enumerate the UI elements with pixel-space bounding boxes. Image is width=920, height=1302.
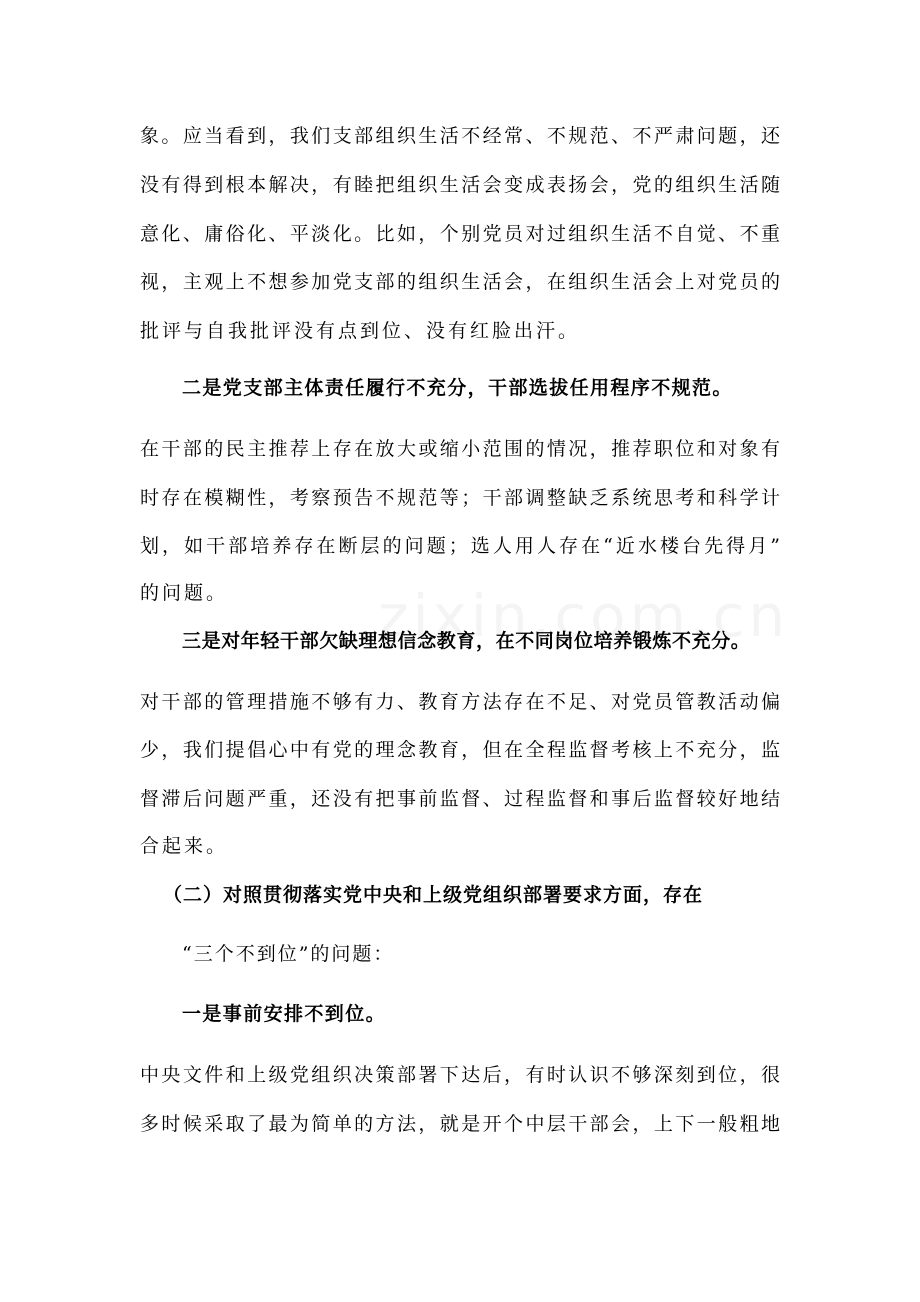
section-heading-4: 一是事前安排不到位。 xyxy=(182,1003,387,1025)
text-line: 批评与自我批评没有点到位、没有红脸出汗。 xyxy=(140,320,581,342)
section-2-subtitle: “三个不到位”的问题： xyxy=(182,943,395,965)
text-line: 督滞后问题严重，还没有把事前监督、过程监督和事后监督较好地结 xyxy=(140,788,780,810)
text-line: 中央文件和上级党组织决策部署下达后，有时认识不够深刻到位，很 xyxy=(140,1064,780,1086)
text-line: 视，主观上不想参加党支部的组织生活会，在组织生活会上对党员的 xyxy=(140,271,780,293)
text-line: 对干部的管理措施不够有力、教育方法存在不足、对党员管教活动偏 xyxy=(140,691,780,713)
text-line: 没有得到根本解决，有睦把组织生活会变成表扬会，党的组织生活随 xyxy=(140,174,780,196)
text-line: 多时候采取了最为简单的方法，就是开个中层干部会，上下一般粗地 xyxy=(140,1113,780,1135)
text-line: 少，我们提倡心中有党的理念教育，但在全程监督考核上不充分，监 xyxy=(140,739,780,761)
text-line: 的问题。 xyxy=(140,582,229,604)
text-line: 象。应当看到，我们支部组织生活不经常、不规范、不严肃问题，还 xyxy=(140,125,780,147)
text-line: 划，如干部培养存在断层的问题；选人用人存在“近水楼台先得月” xyxy=(140,535,780,557)
text-line: 在干部的民主推荐上存在放大或缩小范围的情况，推荐职位和对象有 xyxy=(140,438,780,460)
text-line: 时存在模糊性，考察预告不规范等；干部调整缺乏系统思考和科学计 xyxy=(140,487,780,509)
text-line: 意化、庸俗化、平淡化。比如，个别党员对过组织生活不自觉、不重 xyxy=(140,223,780,245)
section-2-title: （二）对照贯彻落实党中央和上级党组织部署要求方面，存在 xyxy=(163,884,704,906)
section-heading-3: 三是对年轻干部欠缺理想信念教育，在不同岗位培养锻炼不充分。 xyxy=(182,630,751,652)
text-line: 合起来。 xyxy=(140,835,229,857)
section-heading-2: 二是党支部主体责任履行不充分，干部选拔任用程序不规范。 xyxy=(182,377,733,399)
